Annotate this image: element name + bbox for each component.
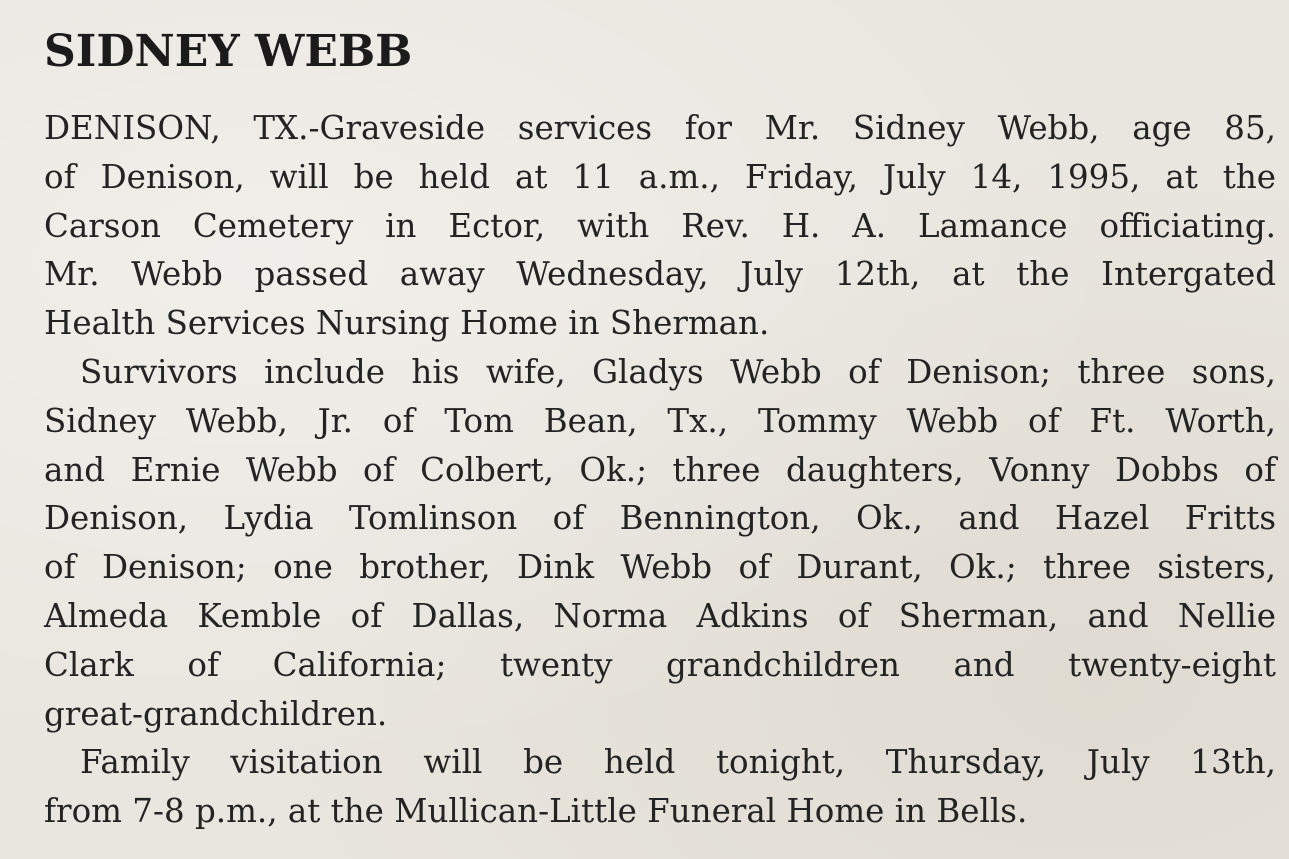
text-line: Health Services Nursing Home in Sherman.	[44, 304, 770, 343]
text-line: Survivors include his wife, Gladys Webb of Denison; three sons,	[80, 352, 1276, 391]
text-line: great-grandchildren.	[44, 694, 388, 733]
obituary-body	[44, 104, 1276, 836]
text-line: Almeda Kemble of Dallas, Norma Adkins of Sherman, and Nellie	[44, 596, 1276, 635]
text-line: of Denison; one brother, Dink Webb of Durant, Ok.; three sisters,	[44, 548, 1276, 587]
text-line: DENISON, TX.-Graveside services for Mr. Sidney Webb, age 85,	[44, 109, 1276, 147]
paragraph-visitation	[44, 738, 1276, 836]
text-line: Sidney Webb, Jr. of Tom Bean, Tx., Tommy Webb of Ft. Worth,	[44, 401, 1276, 440]
text-line: Mr. Webb passed away Wednesday, July 12th, at the Intergated	[44, 255, 1276, 294]
text-line: Denison, Lydia Tomlinson of Bennington, Ok., and Hazel Fritts	[44, 499, 1276, 538]
text-line: Family visitation will be held tonight, Thursday, July 13th,	[80, 743, 1276, 782]
obituary-headline: SIDNEY WEBB	[44, 26, 413, 77]
paragraph-survivors	[44, 348, 1276, 738]
text-line: Clark of California; twenty grandchildren and twenty-eight	[44, 645, 1276, 684]
paragraph-service-details	[44, 104, 1276, 348]
text-line: from 7-8 p.m., at the Mullican-Little Funeral Home in Bells.	[44, 792, 1028, 831]
text-line: of Denison, will be held at 11 a.m., Friday, July 14, 1995, at the	[44, 157, 1276, 196]
text-line: Carson Cemetery in Ector, with Rev. H. A. Lamance officiating.	[44, 206, 1276, 245]
text-line: and Ernie Webb of Colbert, Ok.; three daughters, Vonny Dobbs of	[44, 450, 1276, 489]
